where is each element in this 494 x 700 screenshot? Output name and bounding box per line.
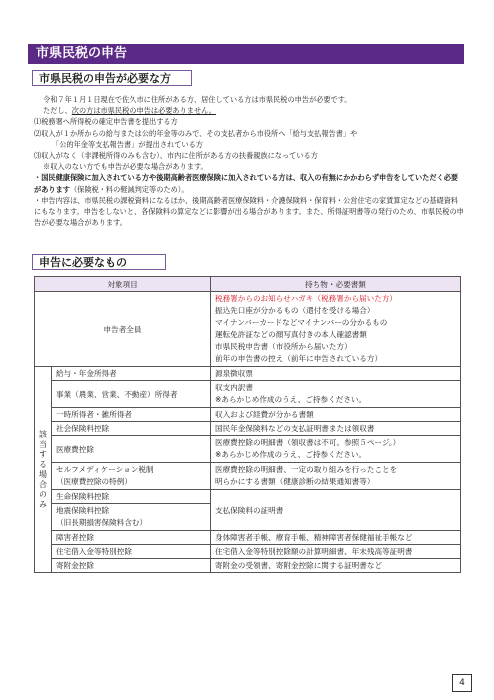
row-item: 生命保険料控除 (52, 490, 211, 504)
bullet-health-insurance-bold: ・国民健康保険に加入されている方や後期高齢者医療保険に加入されている方は、収入の有無にかかわらず申告をしていただく必要があります (34, 173, 459, 194)
row-docs: 身体障害者手帳、療育手帳、精神障害者保健福祉手帳など (211, 531, 461, 545)
row-item: 社会保険料控除 (52, 422, 211, 436)
docs-list-item: 振込先口座が分かるもの（還付を受ける場合） (215, 306, 375, 315)
table-header-row (35, 277, 461, 292)
intro-text (34, 94, 464, 228)
table-row (35, 408, 461, 422)
page-number: 4 (452, 674, 472, 692)
intro-paragraph-2-underlined: 次の方は市県民税の申告は必要ありません。 (71, 106, 216, 116)
table-row (35, 531, 461, 545)
intro-paragraph-2 (34, 105, 464, 116)
row-docs-insurance-certificate: 支払保険料の証明書 (211, 490, 461, 531)
row-item-main: 地震保険料控除 (56, 506, 110, 515)
side-label-applicable-only: 該当する場合のみ (35, 367, 52, 573)
bullet-health-insurance-rest: （保険税・料の軽減判定等のため）。 (69, 184, 189, 194)
row-all-docs (211, 292, 461, 367)
row-item: 寄附金控除 (52, 559, 211, 573)
intro-paragraph-1: 令和７年１月１日現在で佐久市に住所がある方、居住している方は市県民税の申告が必要です。 (43, 95, 352, 104)
row-item: 給与・年金所得者 (52, 367, 211, 381)
intro-paragraph-2-prefix: ただし、 (43, 106, 72, 116)
table-row (35, 559, 461, 573)
row-docs-note: 明らかにする書類（健康診断の結果通知書等） (215, 477, 375, 486)
row-docs-note: ※あらかじめ作成のうえ、ご持参ください。 (215, 395, 367, 404)
row-item-sub: （医療費控除の特例） (56, 477, 132, 486)
table-row (35, 422, 461, 436)
docs-list-item: 前年の申告書の控え（前年に申告されている方） (215, 354, 383, 363)
header-docs: 持ち物・必要書類 (211, 277, 461, 292)
row-item: 障害者控除 (52, 531, 211, 545)
row-item-main: セルフメディケーション税制 (56, 465, 154, 474)
exemption-item-3: ⑶収入がなく（非課税所得のみも含む）、市内に住所がある方の扶養親族になっている方 (34, 151, 318, 161)
page-title: 市県民税の申告 (28, 44, 464, 64)
row-docs: 寄附金の受領書、寄附金控除に関する証明書など (211, 559, 461, 573)
section-heading-required-items: 申告に必要なもの (32, 254, 166, 270)
row-docs (211, 436, 461, 463)
note-no-income: ※収入のない方でも申告が必要な場合があります。 (43, 162, 208, 172)
exemption-item-2: ⑵収入が１か所からの給与または公的年金等のみで、その支払者から市役所へ「給与支払報告書」や (34, 128, 358, 138)
bullet-health-insurance (34, 172, 464, 194)
row-item-sub: （旧長期損害保険料含む） (56, 518, 148, 527)
docs-list-item: 市県民税申告書（市役所から届いた方） (215, 342, 352, 351)
exemption-item-1: ⑴税務署へ所得税の確定申告書を提出する方 (34, 117, 178, 127)
docs-list-item: マイナンバーカードなどマイナンバーの分かるもの (215, 318, 388, 327)
row-docs: 住宅借入金等特別控除額の計算明細書、年末残高等証明書 (211, 545, 461, 559)
row-docs-main: 収支内訳書 (215, 383, 253, 392)
row-all-label: 申告者全員 (35, 292, 211, 367)
section-heading-who-must-file: 市県民税の申告が必要な方 (32, 70, 192, 86)
docs-tax-office-postcard: 税務署からのお知らせハガキ（税務署から届いた方） (215, 294, 398, 303)
row-item (52, 504, 211, 531)
row-item (52, 463, 211, 490)
row-docs (211, 381, 461, 408)
row-docs-main: 医療費控除の明細書（領収書は不可。参照５ページ。） (215, 438, 401, 447)
row-item: 一時所得者・雑所得者 (52, 408, 211, 422)
row-docs-main: 医療費控除の明細書、一定の取り組みを行ったことを (215, 465, 398, 474)
table-row (35, 436, 461, 463)
row-docs (211, 463, 461, 490)
table-row (35, 381, 461, 408)
row-docs: 国民年金保険料などの支払証明書または領収書 (211, 422, 461, 436)
table-row-all (35, 292, 461, 367)
table-row (35, 367, 461, 381)
row-item: 事業（農業、営業、不動産）所得者 (52, 381, 211, 408)
required-items-table (34, 276, 461, 573)
table-row (35, 463, 461, 490)
exemption-item-2-cont: 「公的年金等支払報告書」が提出されている方 (52, 139, 203, 149)
bullet-tax-basis: ・申告内容は、市県民税の課税資料になるほか、後期高齢者医療保険料・介護保険料・保育料・公営住宅の家賃算定などの基礎資料にもなります。申告をしないと、各保険料の算定などに影響が出る場合があります。また、所得証明書等の発行のため、市県民税の申告が必要な場合があります。 (34, 195, 464, 228)
row-item: 住宅借入金等特別控除 (52, 545, 211, 559)
row-docs-note: ※あらかじめ作成のうえ、ご持参ください。 (215, 450, 367, 459)
row-docs: 源泉徴収票 (211, 367, 461, 381)
docs-list-item: 運転免許証などの顔写真付きの本人確認書類 (215, 330, 367, 339)
table-row (35, 490, 461, 504)
row-item: 医療費控除 (52, 436, 211, 463)
table-row (35, 545, 461, 559)
row-docs: 収入および経費が分かる書類 (211, 408, 461, 422)
header-item: 対象項目 (35, 277, 211, 292)
